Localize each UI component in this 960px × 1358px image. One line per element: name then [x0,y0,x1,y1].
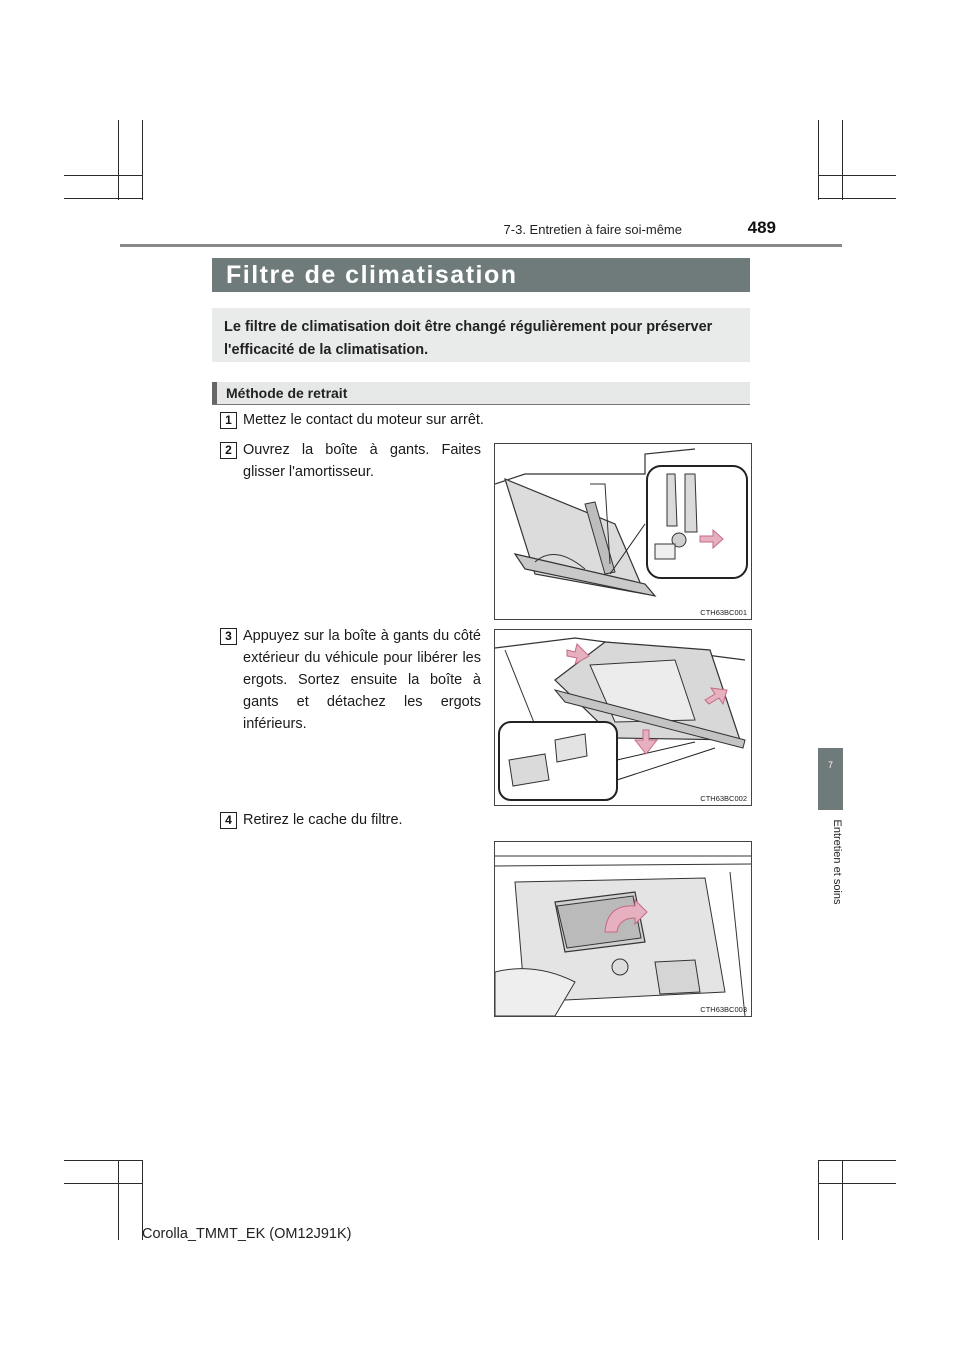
subheading: Méthode de retrait [226,385,348,401]
step-text-4: Retirez le cache du filtre. [243,812,403,828]
figure-glovebox-removal [494,629,752,806]
subheading-bar [212,382,750,405]
header-rule [120,244,842,247]
chapter-label: Entretien et soins [831,819,843,905]
glovebox-removal-illustration [495,630,751,805]
page-title: Filtre de climatisation [226,261,518,289]
step-number-3: 3 [220,628,237,645]
subheading-accent [212,382,217,404]
chapter-tab [818,748,843,810]
chapter-number: 7 [827,760,833,770]
figure-code-1: CTH63BC001 [700,608,747,617]
intro-text: Le filtre de climatisation doit être changé régulièrement pour préserver l'efficacité de la climatisation. [224,319,713,358]
glovebox-damper-illustration [495,444,751,619]
step-number-1: 1 [220,412,237,429]
intro-box [212,308,750,362]
step-number-4: 4 [220,812,237,829]
step-text-1: Mettez le contact du moteur sur arrêt. [243,412,484,428]
figure-code-2: CTH63BC002 [700,794,747,803]
step-text-2: Ouvrez la boîte à gants. Faites glisser l'amortisseur. [243,442,481,480]
filter-cover-illustration [495,842,751,1016]
figure-filter-cover [494,841,752,1017]
step-number-2: 2 [220,442,237,459]
footer-doc-id: Corolla_TMMT_EK (OM12J91K) [142,1226,352,1242]
header-section: 7-3. Entretien à faire soi-même [503,222,682,237]
title-bar [212,258,750,292]
page-number: 489 [747,218,776,237]
figure-glovebox-damper [494,443,752,620]
figure-code-3: CTH63BC003 [700,1005,747,1014]
step-text-3: Appuyez sur la boîte à gants du côté extérieur du véhicule pour libérer les ergots. Sortez ensuite la boîte à gants et détachez les ergots inférieurs. [243,628,481,732]
